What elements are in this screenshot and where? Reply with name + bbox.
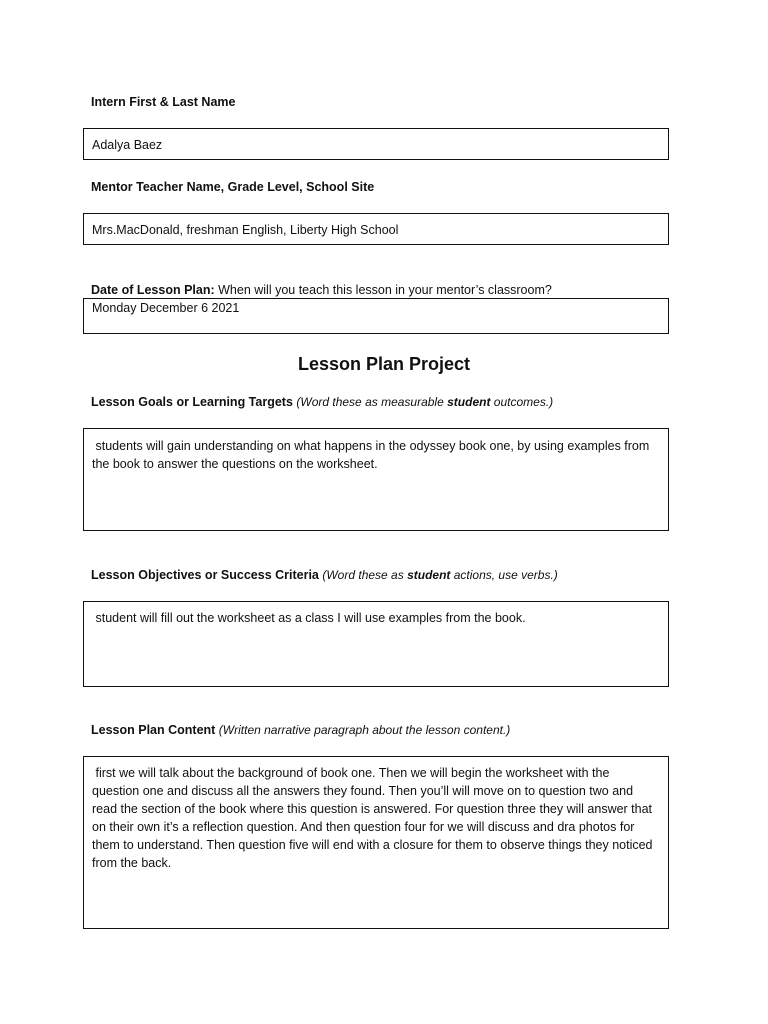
content-label <box>91 723 510 737</box>
objectives-value: student will fill out the worksheet as a class I will use examples from the book. <box>92 611 526 625</box>
date-label <box>91 283 552 297</box>
goals-label-text: Lesson Goals or Learning Targets <box>91 395 297 409</box>
objectives-label <box>91 568 558 582</box>
mentor-label: Mentor Teacher Name, Grade Level, School Site <box>91 180 375 194</box>
goals-hint-post: outcomes.) <box>490 395 554 409</box>
goals-hint-em: student <box>447 395 491 409</box>
mentor-field[interactable] <box>83 213 669 245</box>
intern-name-field[interactable] <box>83 128 669 160</box>
goals-value: students will gain understanding on what happens in the odyssey book one, by using examples from the book to answer the questions on the worksheet. <box>92 439 653 471</box>
intern-name-value: Adalya Baez <box>92 138 163 152</box>
intern-name-label: Intern First & Last Name <box>91 95 236 109</box>
goals-field[interactable] <box>83 428 669 531</box>
objectives-hint-em: student <box>407 568 451 582</box>
date-field[interactable] <box>83 298 669 334</box>
page-title: Lesson Plan Project <box>297 354 471 374</box>
goals-hint <box>296 395 553 409</box>
content-label-text: Lesson Plan Content <box>91 723 219 737</box>
content-hint: (Written narrative paragraph about the lesson content.) <box>218 723 511 737</box>
content-field[interactable] <box>83 756 669 929</box>
objectives-hint-post: actions, use verbs.) <box>450 568 558 582</box>
objectives-label-text: Lesson Objectives or Success Criteria <box>91 568 323 582</box>
date-value: Monday December 6 2021 <box>92 301 240 315</box>
objectives-field[interactable] <box>83 601 669 687</box>
goals-label <box>91 395 553 409</box>
goals-hint-pre: (Word these as measurable <box>296 395 448 409</box>
objectives-hint-pre: (Word these as <box>322 568 408 582</box>
date-label-text: Date of Lesson Plan: <box>91 283 215 297</box>
date-question: When will you teach this lesson in your mentor’s classroom? <box>214 283 552 297</box>
objectives-hint <box>322 568 557 582</box>
mentor-value: Mrs.MacDonald, freshman English, Liberty High School <box>92 223 399 237</box>
content-value: first we will talk about the background of book one. Then we will begin the worksheet with the question one and discuss all the answers they found. Then you’ll will move on to question two and read the section of the book where this question is answered. For question three they will answer that on their own it’s a reflection question. And then question four for we will discuss and dra photos for them to understand. Then question five will end with a closure for them to observe things they noticed from the back. <box>92 766 656 870</box>
